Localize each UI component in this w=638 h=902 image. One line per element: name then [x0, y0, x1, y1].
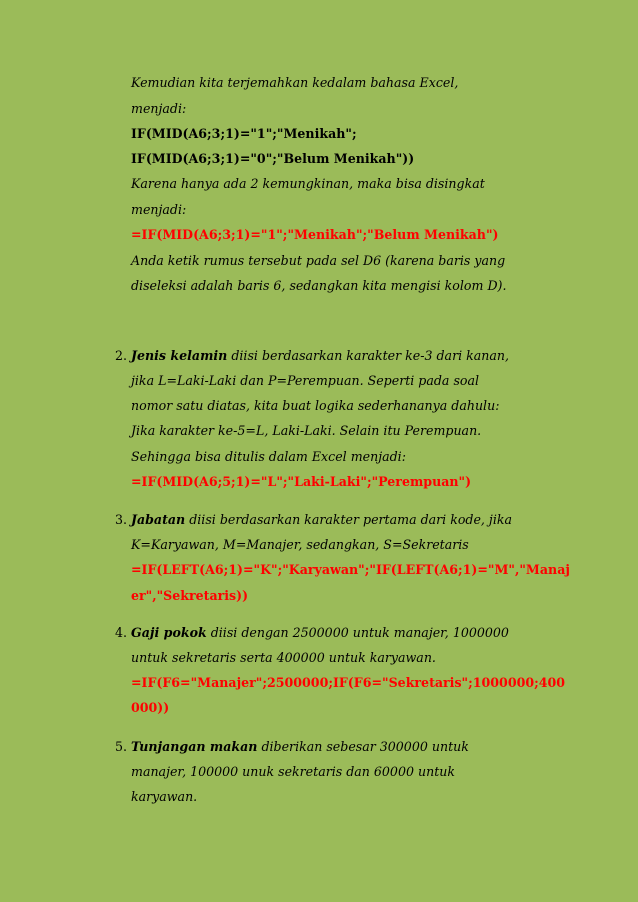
item-term: Gaji pokok [131, 625, 207, 640]
item-2-line-4: Jika karakter ke-5=L, Laki-Laki. Selain itu Perempuan. [131, 423, 482, 438]
intro-line-1: Kemudian kita terjemahkan kedalam bahasa Excel, [131, 75, 459, 90]
item-3-line-2: K=Karyawan, M=Manajer, sedangkan, S=Sekretaris [131, 537, 469, 552]
item-term: Jabatan [131, 512, 186, 527]
item-2-line-2: jika L=Laki-Laki dan P=Perempuan. Seperti pada soal [131, 373, 480, 388]
intro-line-6: diseleksi adalah baris 6, sedangkan kita mengisi kolom D). [131, 278, 507, 293]
item-3-formula-1: =IF(LEFT(A6;1)="K";"Karyawan";"IF(LEFT(A6;1)="M","Manaj [131, 562, 570, 577]
intro-code-line-1: IF(MID(A6;3;1)="1";"Menikah"; [131, 126, 357, 141]
item-5-line-3: karyawan. [131, 789, 198, 804]
item-3-line-1 [131, 514, 512, 527]
item-4-line-2: untuk sekretaris serta 400000 untuk karyawan. [131, 650, 436, 665]
item-5-line-2: manajer, 100000 unuk sekretaris dan 60000 untuk [131, 764, 455, 779]
intro-code-line-2: IF(MID(A6;3;1)="0";"Belum Menikah")) [131, 151, 415, 166]
item-text: diisi berdasarkan karakter ke-3 dari kanan, [227, 348, 509, 363]
item-text: diisi dengan 2500000 untuk manajer, 1000000 [206, 625, 509, 640]
item-2-formula: =IF(MID(A6;5;1)="L";"Laki-Laki";"Perempuan") [131, 474, 472, 489]
intro-line-4: menjadi: [131, 202, 187, 217]
item-3-formula-2: er","Sekretaris)) [131, 588, 249, 603]
item-4-line-1 [131, 627, 509, 640]
item-4-formula-1: =IF(F6="Manajer";2500000;IF(F6="Sekretaris";1000000;400 [131, 675, 566, 690]
item-5-line-1 [131, 741, 469, 754]
intro-line-2: menjadi: [131, 101, 187, 116]
item-text: diisi berdasarkan karakter pertama dari kode, jika [185, 512, 513, 527]
item-2-line-1 [131, 350, 509, 363]
item-2-line-5: Sehingga bisa ditulis dalam Excel menjadi: [131, 449, 406, 464]
item-4-formula-2: 000)) [131, 700, 170, 715]
item-term: Tunjangan makan [131, 739, 258, 754]
item-number: 5. [115, 739, 128, 754]
item-2-line-3: nomor satu diatas, kita buat logika sederhananya dahulu: [131, 398, 500, 413]
intro-formula: =IF(MID(A6;3;1)="1";"Menikah";"Belum Menikah") [131, 227, 499, 242]
item-number: 2. [115, 348, 128, 363]
intro-line-5: Anda ketik rumus tersebut pada sel D6 (karena baris yang [131, 253, 506, 268]
item-number: 4. [115, 625, 128, 640]
item-text: diberikan sebesar 300000 untuk [257, 739, 469, 754]
intro-line-3: Karena hanya ada 2 kemungkinan, maka bisa disingkat [131, 176, 485, 191]
item-term: Jenis kelamin [131, 348, 228, 363]
item-number: 3. [115, 512, 128, 527]
